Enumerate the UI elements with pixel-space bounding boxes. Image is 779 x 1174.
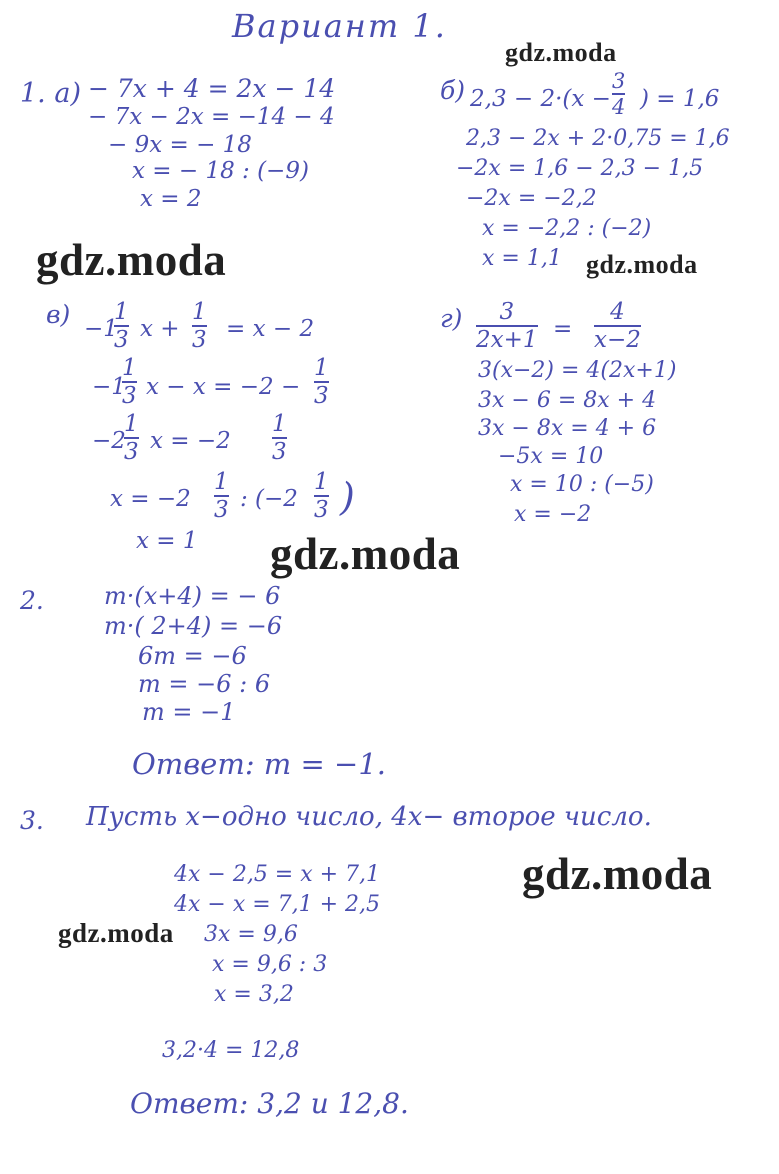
task1v-l2-frac2 <box>314 356 329 408</box>
task1v-l1-b: x + <box>140 316 180 342</box>
task1a-line: x = − 18 : (−9) <box>132 158 309 184</box>
task1a-line: − 7x + 4 = 2x − 14 <box>88 74 336 103</box>
fraction-numerator: 1 <box>214 469 229 495</box>
task2-line: m = −1 <box>142 698 236 726</box>
fraction-numerator: 1 <box>314 355 329 381</box>
fraction-numerator: 1 <box>314 469 329 495</box>
task1a-line: − 7x − 2x = −14 − 4 <box>88 104 335 130</box>
watermark: gdz.moda <box>58 918 174 948</box>
task1g-frac-right <box>594 300 641 352</box>
task3-line: 4x − 2,5 = x + 7,1 <box>174 862 381 887</box>
fraction-denominator: 2x+1 <box>476 327 538 354</box>
task3-line: 3x = 9,6 <box>204 922 298 947</box>
fraction-numerator: 3 <box>499 299 515 325</box>
task1g-line: x = −2 <box>514 502 592 527</box>
task1v-l1-frac1 <box>114 300 129 352</box>
fraction-denominator: 3 <box>214 497 229 524</box>
task1v-l2-b: x − x = −2 − <box>146 374 301 400</box>
task1v-l3-frac2 <box>272 412 287 464</box>
task3-label: 3. <box>20 806 44 835</box>
task1b-line: x = 1,1 <box>482 246 562 271</box>
task2-line: m·( 2+4) = −6 <box>104 612 283 640</box>
task1v-l2-frac1 <box>122 356 137 408</box>
page-title: Вариант 1. <box>232 7 447 45</box>
task3-line: x = 3,2 <box>214 982 294 1007</box>
task1g-line: −5x = 10 <box>498 444 604 469</box>
task1a-line: − 9x = − 18 <box>108 132 252 158</box>
task1b-line1-suffix: ) = 1,6 <box>640 86 720 112</box>
task1g-label: г) <box>440 304 463 333</box>
task1a-line: x = 2 <box>140 186 202 212</box>
task2-line: m·(x+4) = − 6 <box>104 582 281 610</box>
task1b-line1-prefix: 2,3 − 2·(x − <box>470 86 611 112</box>
fraction-denominator: 3 <box>122 383 137 410</box>
fraction-denominator: 3 <box>314 383 329 410</box>
task2-answer: Ответ: m = −1. <box>132 747 387 781</box>
task1v-l4-c: ) <box>340 475 355 519</box>
fraction-numerator: 1 <box>124 411 139 437</box>
task1g-line: 3(x−2) = 4(2x+1) <box>478 358 677 383</box>
task3-line: 4x − x = 7,1 + 2,5 <box>174 892 381 917</box>
task1b-line: 2,3 − 2x + 2·0,75 = 1,6 <box>466 126 730 151</box>
task1v-l3-a: −2 <box>92 428 126 454</box>
watermark: gdz.moda <box>505 38 617 67</box>
task1g-frac-left <box>476 300 538 352</box>
task1v-l1-a: −1 <box>84 316 118 342</box>
task1v-l5: x = 1 <box>136 528 198 554</box>
task1v-l4-a: x = −2 <box>110 486 191 512</box>
fraction-denominator: 3 <box>124 439 139 466</box>
task1v-l3-b: x = −2 <box>150 428 231 454</box>
task1v-l4-b: : (−2 <box>240 486 298 512</box>
task3-answer: Ответ: 3,2 и 12,8. <box>130 1087 409 1120</box>
task1v-l2-a: −1 <box>92 374 126 400</box>
task1v-label: в) <box>46 300 71 329</box>
fraction-numerator: 3 <box>612 69 626 93</box>
task1b-line: −2x = 1,6 − 2,3 − 1,5 <box>456 156 704 181</box>
task1v-l1-frac2 <box>192 300 207 352</box>
task2-line: m = −6 : 6 <box>138 670 271 698</box>
task3-line: x = 9,6 : 3 <box>212 952 328 977</box>
watermark: gdz.moda <box>522 849 713 899</box>
watermark: gdz.moda <box>586 250 698 279</box>
task1v-l4-frac2 <box>314 470 329 522</box>
task1g-line: x = 10 : (−5) <box>510 472 654 497</box>
fraction-numerator: 1 <box>192 299 207 325</box>
fraction-denominator: 4 <box>612 95 626 120</box>
task2-label: 2. <box>20 586 44 615</box>
task1a-label: 1. а) <box>20 78 81 109</box>
fraction-denominator: 3 <box>272 439 287 466</box>
fraction-numerator: 1 <box>122 355 137 381</box>
fraction-numerator: 1 <box>114 299 129 325</box>
task1b-line: x = −2,2 : (−2) <box>482 216 652 241</box>
watermark: gdz.moda <box>36 235 227 285</box>
fraction-denominator: 3 <box>192 327 207 354</box>
task1v-l3-frac1 <box>124 412 139 464</box>
fraction-numerator: 4 <box>610 299 625 325</box>
task1g-eq: = <box>553 316 573 342</box>
task1b-fraction <box>612 70 625 118</box>
task1g-line: 3x − 8x = 4 + 6 <box>478 416 657 441</box>
task1v-l1-c: = x − 2 <box>226 316 315 342</box>
watermark: gdz.moda <box>270 529 461 579</box>
task1g-line: 3x − 6 = 8x + 4 <box>478 388 657 413</box>
task1b-line: −2x = −2,2 <box>466 186 597 211</box>
task3-statement: Пусть x−одно число, 4x− второе число. <box>86 802 652 832</box>
task1v-l4-frac1 <box>214 470 229 522</box>
task2-line: 6m = −6 <box>138 642 247 670</box>
fraction-numerator: 1 <box>272 411 287 437</box>
fraction-denominator: 3 <box>114 327 129 354</box>
fraction-denominator: 3 <box>314 497 329 524</box>
fraction-denominator: x−2 <box>594 327 641 354</box>
task1b-label: б) <box>440 76 466 105</box>
task3-product: 3,2·4 = 12,8 <box>162 1038 300 1063</box>
